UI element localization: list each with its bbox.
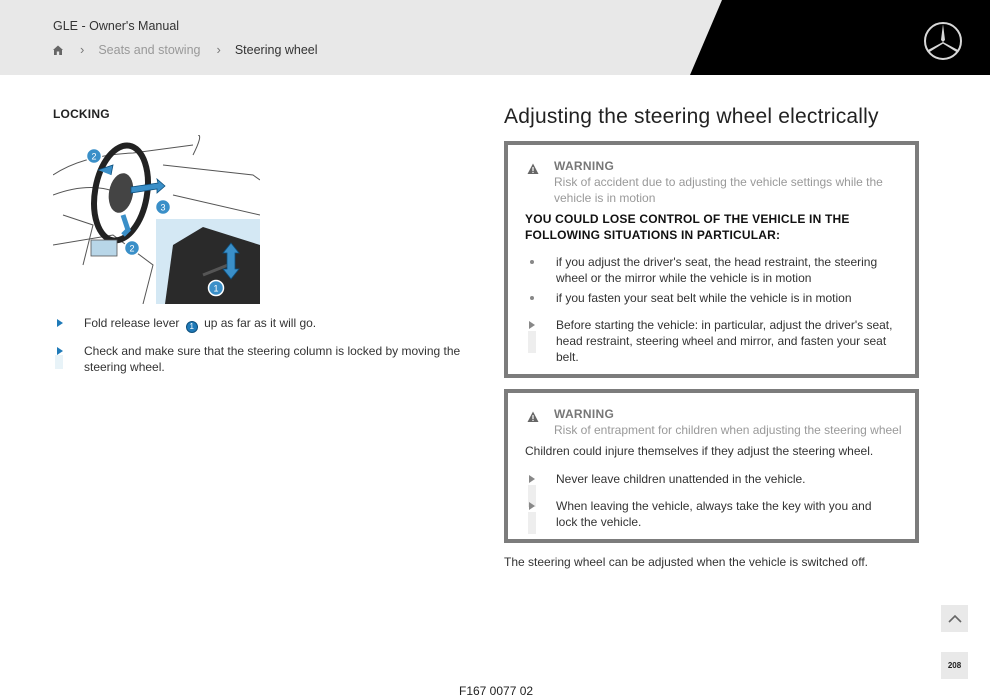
step-arrow-icon [528, 317, 536, 365]
locking-step-2 [55, 343, 474, 375]
warning-bullet-1: if you adjust the driver's seat, the head restraint, the steering wheel or the mirror while the vehicle is in motion [530, 254, 890, 286]
steering-column-illustration [53, 135, 260, 304]
chevron-right-icon: › [216, 42, 221, 57]
chevron-right-icon: › [80, 42, 85, 57]
locking-step-1 [55, 315, 474, 333]
step-1-text-after: up as far as it will go. [204, 316, 317, 330]
warning-box-accident [504, 141, 919, 378]
warning-title: WARNING [554, 159, 615, 173]
warning-text: Children could injure themselves if they adjust the steering wheel. [525, 444, 874, 458]
chevron-up-icon [948, 614, 962, 624]
warning-triangle-icon [527, 163, 539, 175]
warning-step-2: When leaving the vehicle, always take the key with you and lock the vehicle. [528, 498, 896, 530]
warning-bullet-2: if you fasten your seat belt while the vehicle is in motion [530, 290, 890, 306]
manual-title: GLE - Owner's Manual [53, 19, 180, 33]
scroll-top-button[interactable] [941, 605, 968, 632]
warning-subtitle: Risk of accident due to adjusting the vehicle settings while the vehicle is in motion [554, 175, 883, 205]
callout-2-bottom-label: 2 [129, 243, 135, 254]
warning-title: WARNING [554, 407, 615, 421]
warning-step-1: Never leave children unattended in the vehicle. [528, 471, 896, 487]
page-header [0, 0, 990, 75]
callout-1-badge: 1 [186, 321, 198, 333]
step-arrow-icon [528, 498, 536, 530]
bullet-dot-icon [530, 296, 534, 300]
warning-box-entrapment [504, 389, 919, 543]
callout-1-label: 1 [213, 283, 219, 294]
step-1-text-before: Fold release lever [84, 316, 180, 330]
warning-bold-text: YOU COULD LOSE CONTROL OF THE VEHICLE IN THE FOLLOWING SITUATIONS IN PARTICULAR: [525, 212, 850, 242]
figure-code: F167 0077 02 [459, 684, 534, 698]
step-arrow-icon [55, 315, 73, 333]
breadcrumb-item-seats[interactable]: Seats and stowing [98, 42, 201, 57]
section-heading: Adjusting the steering wheel electrically [504, 105, 879, 128]
step-arrow-icon [55, 343, 73, 375]
adjustment-note: The steering wheel can be adjusted when the vehicle is switched off. [504, 555, 868, 569]
callout-3-label: 3 [160, 202, 166, 213]
bullet-dot-icon [530, 260, 534, 264]
page-number-button[interactable]: 208 [941, 652, 968, 679]
warning-triangle-icon [527, 411, 539, 423]
warning-step: Before starting the vehicle: in particular, adjust the driver's seat, head restraint, steering wheel and mirror, and fasten your seat belt. [528, 317, 896, 365]
step-2-text: Check and make sure that the steering column is locked by moving the steering wheel. [84, 344, 461, 374]
home-icon[interactable] [52, 44, 64, 56]
locking-heading: LOCKING [53, 107, 110, 121]
callout-2-top-label: 2 [91, 151, 97, 162]
breadcrumb [52, 42, 318, 57]
step-arrow-icon [528, 471, 536, 487]
warning-subtitle: Risk of entrapment for children when adjusting the steering wheel [554, 423, 902, 437]
mercedes-star-logo [923, 21, 963, 61]
breadcrumb-item-steering: Steering wheel [234, 42, 318, 57]
